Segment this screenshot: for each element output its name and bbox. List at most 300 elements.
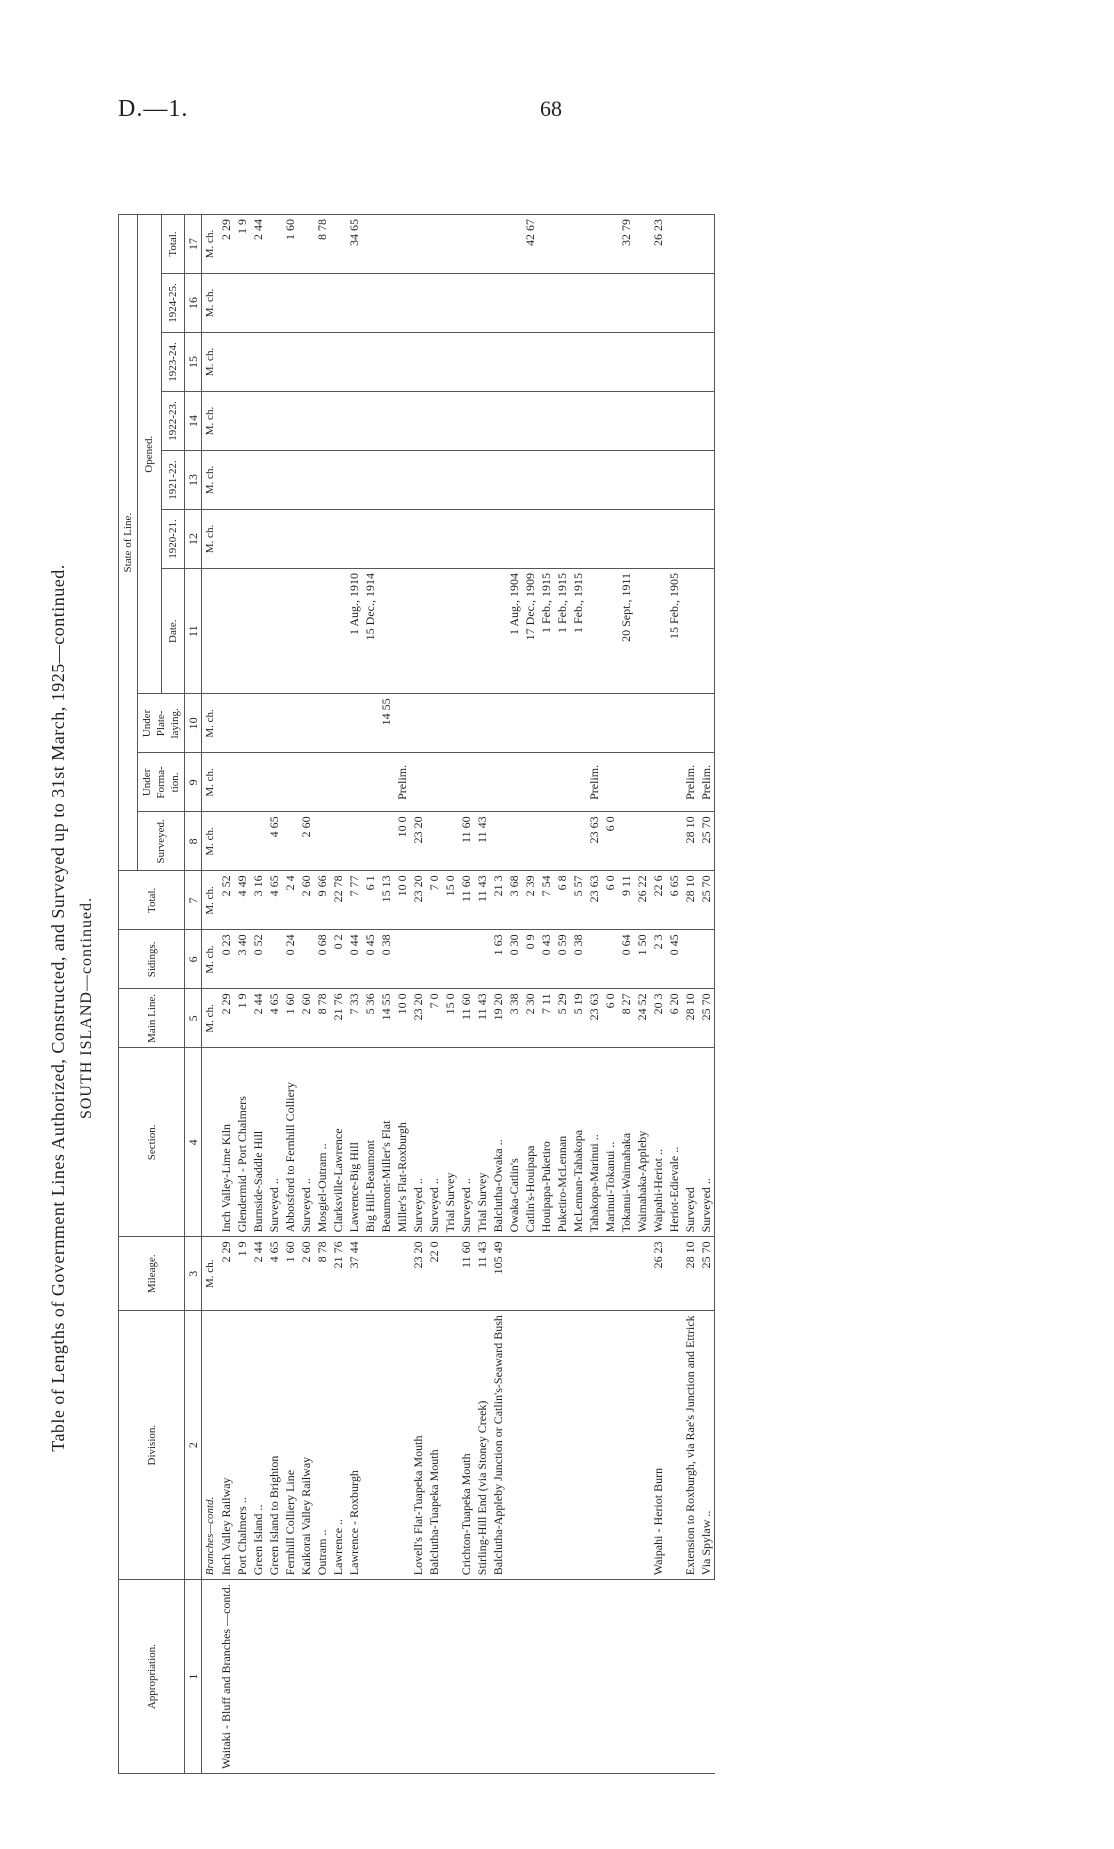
surveyed-cell — [634, 812, 650, 871]
division-cell — [554, 1311, 570, 1580]
main-line-cell: 24 52 — [634, 989, 650, 1048]
table-row — [298, 215, 314, 1774]
year-cell — [330, 451, 346, 510]
year-cell — [698, 451, 715, 510]
main-line-cell: 4 65 — [266, 989, 282, 1048]
year-cell — [282, 451, 298, 510]
surveyed-cell — [426, 812, 442, 871]
under-platelaying-cell — [282, 694, 298, 753]
surveyed-cell: 25 70 — [698, 812, 715, 871]
sidings-cell: 0 64 — [618, 930, 634, 989]
sidings-cell: 3 40 — [234, 930, 250, 989]
mileage-cell: 21 76 — [330, 1237, 346, 1311]
under-formation-cell — [634, 753, 650, 812]
opened-total-cell — [378, 215, 394, 274]
col-1921-22: 1921-22. — [161, 451, 185, 510]
total-cell: 28 10 — [682, 871, 698, 930]
col-1922-23: 1922-23. — [161, 392, 185, 451]
mileage-cell — [538, 1237, 554, 1311]
year-cell — [250, 510, 266, 569]
year-cell — [410, 451, 426, 510]
under-platelaying-cell — [666, 694, 682, 753]
sidings-cell: 0 24 — [282, 930, 298, 989]
date-cell — [698, 569, 715, 694]
year-cell — [266, 451, 282, 510]
total-cell: 23 63 — [586, 871, 602, 930]
year-cell — [378, 392, 394, 451]
date-cell — [282, 569, 298, 694]
division-cell — [570, 1311, 586, 1580]
section-cell: Tokanui-Waimahaka — [618, 1048, 634, 1237]
surveyed-cell: 23 20 — [410, 812, 426, 871]
year-cell — [634, 451, 650, 510]
appropriation-cell: Waitaki - Bluff and Branches —contd. — [218, 1580, 715, 1774]
under-formation-cell — [570, 753, 586, 812]
sidings-cell: 0 44 — [346, 930, 362, 989]
opened-total-cell: 34 65 — [346, 215, 362, 274]
main-line-cell: 7 33 — [346, 989, 362, 1048]
main-line-cell: 19 20 — [490, 989, 506, 1048]
surveyed-cell — [442, 812, 458, 871]
opened-total-cell — [586, 215, 602, 274]
col-under-formation: Under Forma-tion. — [138, 753, 185, 812]
year-cell — [522, 274, 538, 333]
year-cell — [554, 274, 570, 333]
year-cell — [538, 274, 554, 333]
unit-cell: M. ch. — [202, 871, 219, 930]
year-cell — [634, 333, 650, 392]
sidings-cell — [394, 930, 410, 989]
year-cell — [554, 392, 570, 451]
sidings-cell: 0 38 — [570, 930, 586, 989]
total-cell: 10 0 — [394, 871, 410, 930]
main-line-cell: 28 10 — [682, 989, 698, 1048]
section-cell: Balclutha-Owaka .. — [490, 1048, 506, 1237]
main-line-cell: 1 60 — [282, 989, 298, 1048]
total-cell: 7 54 — [538, 871, 554, 930]
mileage-cell: 22 0 — [426, 1237, 442, 1311]
under-platelaying-cell — [314, 694, 330, 753]
year-cell — [698, 510, 715, 569]
year-cell — [650, 333, 666, 392]
total-cell: 6 8 — [554, 871, 570, 930]
total-cell: 3 68 — [506, 871, 522, 930]
units-row — [202, 215, 219, 1774]
col-opened-total: Total. — [161, 215, 185, 274]
total-cell: 22 6 — [650, 871, 666, 930]
table-row — [250, 215, 266, 1774]
year-cell — [426, 333, 442, 392]
sidings-cell: 0 9 — [522, 930, 538, 989]
year-cell — [378, 274, 394, 333]
mileage-cell — [586, 1237, 602, 1311]
year-cell — [298, 451, 314, 510]
under-platelaying-cell — [266, 694, 282, 753]
total-cell: 5 57 — [570, 871, 586, 930]
division-cell: Lawrence .. — [330, 1311, 346, 1580]
year-cell — [298, 274, 314, 333]
section-cell: Waimahaka-Appleby — [634, 1048, 650, 1237]
main-line-cell: 11 60 — [458, 989, 474, 1048]
year-cell — [266, 274, 282, 333]
year-cell — [250, 333, 266, 392]
date-cell — [490, 569, 506, 694]
table-row — [618, 215, 634, 1774]
table-row — [442, 215, 458, 1774]
date-cell — [602, 569, 618, 694]
year-cell — [682, 333, 698, 392]
year-cell — [298, 392, 314, 451]
year-cell — [490, 510, 506, 569]
date-cell — [634, 569, 650, 694]
surveyed-cell — [218, 812, 234, 871]
table-row — [234, 215, 250, 1774]
sidings-cell: 1 50 — [634, 930, 650, 989]
date-cell — [394, 569, 410, 694]
sidings-cell — [682, 930, 698, 989]
year-cell — [666, 274, 682, 333]
year-cell — [346, 333, 362, 392]
year-cell — [410, 510, 426, 569]
under-formation-cell — [314, 753, 330, 812]
year-cell — [234, 510, 250, 569]
opened-total-cell — [666, 215, 682, 274]
under-platelaying-cell — [234, 694, 250, 753]
lengths-table — [118, 214, 715, 1774]
year-cell — [650, 510, 666, 569]
section-cell: Inch Valley-Lime Kiln — [218, 1048, 234, 1237]
year-cell — [490, 392, 506, 451]
under-platelaying-cell — [650, 694, 666, 753]
surveyed-cell: 11 43 — [474, 812, 490, 871]
surveyed-cell — [618, 812, 634, 871]
under-platelaying-cell — [426, 694, 442, 753]
surveyed-cell — [234, 812, 250, 871]
year-cell — [570, 451, 586, 510]
mileage-cell — [618, 1237, 634, 1311]
table-row — [314, 215, 330, 1774]
year-cell — [522, 392, 538, 451]
opened-total-cell: 1 9 — [234, 215, 250, 274]
surveyed-cell — [330, 812, 346, 871]
section-cell: Owaka-Catlin's — [506, 1048, 522, 1237]
main-line-cell: 7 0 — [426, 989, 442, 1048]
main-line-cell: 11 43 — [474, 989, 490, 1048]
year-cell — [602, 451, 618, 510]
total-cell: 7 0 — [426, 871, 442, 930]
total-cell: 23 20 — [410, 871, 426, 930]
mileage-cell — [378, 1237, 394, 1311]
year-cell — [218, 274, 234, 333]
total-cell: 15 0 — [442, 871, 458, 930]
surveyed-cell: 2 60 — [298, 812, 314, 871]
main-line-cell: 20 3 — [650, 989, 666, 1048]
date-cell — [426, 569, 442, 694]
opened-total-cell: 32 79 — [618, 215, 634, 274]
under-formation-cell — [458, 753, 474, 812]
division-cell — [442, 1311, 458, 1580]
year-cell — [634, 392, 650, 451]
year-cell — [362, 274, 378, 333]
division-cell — [506, 1311, 522, 1580]
year-cell — [474, 392, 490, 451]
year-cell — [586, 451, 602, 510]
year-cell — [330, 333, 346, 392]
unit-cell — [202, 1311, 219, 1580]
sidings-cell: 0 43 — [538, 930, 554, 989]
division-cell — [634, 1311, 650, 1580]
section-cell: Puketiro-McLennan — [554, 1048, 570, 1237]
year-cell — [298, 510, 314, 569]
table-subtitle: SOUTH ISLAND—continued. — [78, 896, 95, 1120]
year-cell — [634, 274, 650, 333]
year-cell — [426, 510, 442, 569]
date-cell — [330, 569, 346, 694]
under-platelaying-cell — [298, 694, 314, 753]
sidings-cell — [602, 930, 618, 989]
section-cell: Lawrence-Big Hill — [346, 1048, 362, 1237]
under-platelaying-cell — [474, 694, 490, 753]
mileage-cell — [634, 1237, 650, 1311]
section-cell: Surveyed .. — [266, 1048, 282, 1237]
year-cell — [314, 333, 330, 392]
under-platelaying-cell — [554, 694, 570, 753]
mileage-cell — [362, 1237, 378, 1311]
sidings-cell — [698, 930, 715, 989]
date-cell: 15 Feb., 1905 — [666, 569, 682, 694]
mileage-cell — [522, 1237, 538, 1311]
date-cell — [266, 569, 282, 694]
opened-total-cell — [426, 215, 442, 274]
opened-total-cell: 26 23 — [650, 215, 666, 274]
year-cell — [458, 333, 474, 392]
mileage-cell: 105 49 — [490, 1237, 506, 1311]
opened-total-cell: 2 29 — [218, 215, 234, 274]
total-cell: 2 52 — [218, 871, 234, 930]
table-row — [346, 215, 362, 1774]
year-cell — [538, 510, 554, 569]
division-cell — [618, 1311, 634, 1580]
opened-total-cell: 1 60 — [282, 215, 298, 274]
under-formation-cell: Prelim. — [394, 753, 410, 812]
year-cell — [314, 510, 330, 569]
sidings-cell — [474, 930, 490, 989]
year-cell — [234, 274, 250, 333]
division-cell: Lawrence - Roxburgh — [346, 1311, 362, 1580]
main-line-cell: 2 29 — [218, 989, 234, 1048]
under-platelaying-cell: 14 55 — [378, 694, 394, 753]
section-cell: Trial Survey — [442, 1048, 458, 1237]
year-cell — [666, 451, 682, 510]
sidings-cell: 0 2 — [330, 930, 346, 989]
total-cell: 9 66 — [314, 871, 330, 930]
page-number: 68 — [540, 96, 562, 121]
under-formation-cell — [554, 753, 570, 812]
year-cell — [554, 451, 570, 510]
total-cell: 2 4 — [282, 871, 298, 930]
table-row — [394, 215, 410, 1774]
mileage-cell: 26 23 — [650, 1237, 666, 1311]
under-platelaying-cell — [570, 694, 586, 753]
table-row — [490, 215, 506, 1774]
year-cell — [314, 392, 330, 451]
table-row — [410, 215, 426, 1774]
column-number: 1 — [185, 1580, 202, 1774]
table-row — [458, 215, 474, 1774]
surveyed-cell — [314, 812, 330, 871]
division-cell: Extension to Roxburgh, via Rae's Junction and Ettrick — [682, 1311, 698, 1580]
under-formation-cell — [618, 753, 634, 812]
col-division: Division. — [119, 1311, 185, 1580]
column-number: 5 — [185, 989, 202, 1048]
year-cell — [394, 274, 410, 333]
under-formation-cell — [330, 753, 346, 812]
unit-cell: M. ch. — [202, 694, 219, 753]
year-cell — [570, 333, 586, 392]
opened-total-cell — [698, 215, 715, 274]
opened-total-cell — [458, 215, 474, 274]
division-cell: Stirling-Hill End (via Stoney Creek) — [474, 1311, 490, 1580]
main-line-cell: 10 0 — [394, 989, 410, 1048]
date-cell: 17 Dec., 1909 — [522, 569, 538, 694]
date-cell — [234, 569, 250, 694]
opened-total-cell — [266, 215, 282, 274]
year-cell — [666, 510, 682, 569]
surveyed-cell: 10 0 — [394, 812, 410, 871]
col-mileage: Mileage. — [119, 1237, 185, 1311]
main-line-cell: 1 9 — [234, 989, 250, 1048]
col-surveyed: Surveyed. — [138, 812, 185, 871]
section-cell: Surveyed .. — [298, 1048, 314, 1237]
date-cell: 1 Aug., 1910 — [346, 569, 362, 694]
section-cell: Glendermid - Port Chalmers — [234, 1048, 250, 1237]
year-cell — [378, 333, 394, 392]
under-formation-cell — [538, 753, 554, 812]
division-cell — [362, 1311, 378, 1580]
year-cell — [666, 392, 682, 451]
year-cell — [618, 451, 634, 510]
unit-cell: M. ch. — [202, 392, 219, 451]
section-cell: Trial Survey — [474, 1048, 490, 1237]
table-row — [554, 215, 570, 1774]
opened-total-cell — [490, 215, 506, 274]
year-cell — [218, 333, 234, 392]
under-platelaying-cell — [362, 694, 378, 753]
total-cell: 4 65 — [266, 871, 282, 930]
main-line-cell: 3 38 — [506, 989, 522, 1048]
opened-total-cell — [506, 215, 522, 274]
division-cell: Outram .. — [314, 1311, 330, 1580]
year-cell — [474, 333, 490, 392]
column-number: 9 — [185, 753, 202, 812]
main-line-cell: 2 44 — [250, 989, 266, 1048]
total-cell: 25 70 — [698, 871, 715, 930]
date-cell — [682, 569, 698, 694]
mileage-cell — [506, 1237, 522, 1311]
sidings-cell: 0 23 — [218, 930, 234, 989]
opened-total-cell — [330, 215, 346, 274]
under-platelaying-cell — [394, 694, 410, 753]
main-line-cell: 2 60 — [298, 989, 314, 1048]
table-title: Table of Lengths of Government Lines Authorized, Constructed, and Surveyed up to 31st March, 1925—continued. — [48, 564, 68, 1452]
year-cell — [698, 274, 715, 333]
year-cell — [698, 333, 715, 392]
year-cell — [314, 274, 330, 333]
under-platelaying-cell — [490, 694, 506, 753]
division-cell: Waipahi - Heriot Burn — [650, 1311, 666, 1580]
mileage-cell: 8 78 — [314, 1237, 330, 1311]
under-formation-cell — [650, 753, 666, 812]
date-cell — [378, 569, 394, 694]
under-formation-cell — [506, 753, 522, 812]
year-cell — [682, 274, 698, 333]
division-cell: Green Island .. — [250, 1311, 266, 1580]
main-line-cell: 14 55 — [378, 989, 394, 1048]
year-cell — [490, 274, 506, 333]
column-number: 16 — [185, 274, 202, 333]
year-cell — [234, 451, 250, 510]
table-row — [570, 215, 586, 1774]
mileage-cell — [570, 1237, 586, 1311]
division-cell: Via Spylaw .. — [698, 1311, 715, 1580]
opened-total-cell — [538, 215, 554, 274]
branches-label: Branches—contd. — [204, 1496, 216, 1576]
surveyed-cell: 4 65 — [266, 812, 282, 871]
under-platelaying-cell — [506, 694, 522, 753]
col-1920-21: 1920-21. — [161, 510, 185, 569]
division-cell: Balclutha-Tuapeka Mouth — [426, 1311, 442, 1580]
under-platelaying-cell — [634, 694, 650, 753]
col-sidings: Sidings. — [119, 930, 185, 989]
main-line-cell: 23 20 — [410, 989, 426, 1048]
opened-total-cell — [362, 215, 378, 274]
column-number: 2 — [185, 1311, 202, 1580]
year-cell — [282, 392, 298, 451]
opened-total-cell — [394, 215, 410, 274]
document-reference: D.—1. — [118, 96, 189, 122]
mileage-cell: 25 70 — [698, 1237, 715, 1311]
table-row — [506, 215, 522, 1774]
year-cell — [426, 274, 442, 333]
mileage-cell: 2 60 — [298, 1237, 314, 1311]
under-formation-cell — [442, 753, 458, 812]
under-platelaying-cell — [250, 694, 266, 753]
date-cell — [474, 569, 490, 694]
sidings-cell: 1 63 — [490, 930, 506, 989]
opened-total-cell: 2 44 — [250, 215, 266, 274]
main-line-cell: 2 30 — [522, 989, 538, 1048]
year-cell — [570, 510, 586, 569]
under-formation-cell — [346, 753, 362, 812]
year-cell — [346, 274, 362, 333]
year-cell — [602, 510, 618, 569]
year-cell — [522, 451, 538, 510]
unit-cell: M. ch. — [202, 274, 219, 333]
under-formation-cell — [522, 753, 538, 812]
section-cell: Big Hill-Beaumont — [362, 1048, 378, 1237]
year-cell — [346, 451, 362, 510]
year-cell — [538, 451, 554, 510]
surveyed-cell: 11 60 — [458, 812, 474, 871]
year-cell — [282, 274, 298, 333]
opened-total-cell — [298, 215, 314, 274]
table-body — [185, 215, 715, 1774]
under-platelaying-cell — [330, 694, 346, 753]
year-cell — [442, 392, 458, 451]
unit-cell: M. ch. — [202, 451, 219, 510]
total-cell: 2 39 — [522, 871, 538, 930]
column-number: 3 — [185, 1237, 202, 1311]
